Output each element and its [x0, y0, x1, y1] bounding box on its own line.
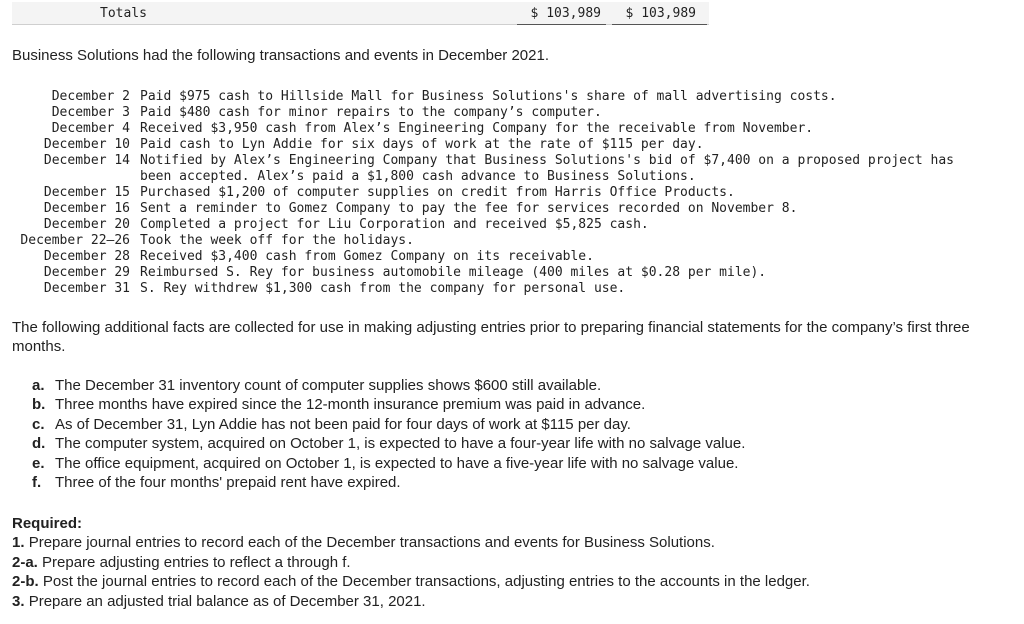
transaction-row: [0, 185, 1024, 201]
required-number: 2-a.: [12, 553, 38, 571]
required-item: [12, 572, 810, 591]
adjustment-letter: c.: [32, 415, 45, 433]
adjustment-item: [32, 473, 745, 492]
adjustment-item: [32, 415, 745, 434]
transaction-row: [0, 89, 1024, 105]
required-item: [12, 553, 810, 572]
adjustment-letter: d.: [32, 435, 46, 453]
adjustment-letter: b.: [32, 396, 46, 414]
totals-underline-debit: [517, 24, 606, 25]
required-heading: Required:: [12, 515, 83, 532]
required-number: 2-b.: [12, 573, 39, 591]
transaction-text: Took the week off for the holidays.: [140, 233, 414, 248]
transaction-row: [0, 281, 1024, 297]
transaction-text: Sent a reminder to Gomez Company to pay the fee for services recorded on November 8.: [140, 201, 798, 216]
required-number: 1.: [12, 534, 25, 552]
transaction-text: Received $3,950 cash from Alex’s Engineering Company for the receivable from November.: [140, 121, 814, 136]
transaction-date: December 29: [43, 265, 130, 280]
transaction-date: December 16: [43, 201, 130, 216]
transaction-text: Paid $480 cash for minor repairs to the company’s computer.: [140, 105, 602, 120]
required-text: Prepare journal entries to record each of the December transactions and events for Business Solutions.: [28, 534, 715, 552]
adjustment-letter: f.: [32, 474, 42, 492]
required-item: [12, 533, 810, 552]
required-text: Prepare an adjusted trial balance as of December 31, 2021.: [28, 592, 426, 610]
transaction-row-continued: [0, 169, 1024, 185]
transaction-list: [0, 89, 1024, 297]
transaction-text: Paid $975 cash to Hillside Mall for Business Solutions's share of mall advertising costs.: [140, 89, 837, 104]
transaction-text: Reimbursed S. Rey for business automobile mileage (400 miles at $0.28 per mile).: [140, 265, 767, 280]
totals-row: [0, 0, 1024, 30]
transaction-date: December 31: [43, 281, 130, 296]
adjustment-list: [32, 376, 745, 492]
adjusting-facts-intro: The following additional facts are collected for use in making adjusting entries prior to preparing financial statements for the company’s first three months.: [12, 319, 970, 355]
intro-paragraph: Business Solutions had the following transactions and events in December 2021.: [12, 47, 549, 64]
transaction-text: Purchased $1,200 of computer supplies on credit from Harris Office Products.: [140, 185, 735, 200]
transaction-row: [0, 105, 1024, 121]
adjustment-item: [32, 434, 745, 453]
totals-label: Totals: [100, 6, 147, 21]
transaction-row: [0, 265, 1024, 281]
required-number: 3.: [12, 592, 25, 610]
transaction-row: [0, 201, 1024, 217]
transaction-text: Paid cash to Lyn Addie for six days of work at the rate of $115 per day.: [140, 137, 704, 152]
adjustment-item: [32, 454, 745, 473]
transaction-date: December 22–26: [20, 233, 130, 248]
adjustment-letter: e.: [32, 454, 45, 472]
required-item: [12, 592, 810, 611]
adjustment-text: Three months have expired since the 12-month insurance premium was paid in advance.: [55, 396, 646, 414]
transaction-date: December 4: [51, 121, 130, 136]
transaction-row: [0, 153, 1024, 169]
adjustment-text: The computer system, acquired on October 1, is expected to have a four-year life with no salvage value.: [55, 435, 746, 453]
adjustment-text: Three of the four months' prepaid rent have expired.: [55, 474, 401, 492]
transaction-text: Completed a project for Liu Corporation and received $5,825 cash.: [140, 217, 649, 232]
transaction-row: [0, 249, 1024, 265]
transaction-text: been accepted. Alex’s paid a $1,800 cash advance to Business Solutions.: [140, 169, 696, 184]
adjustment-text: As of December 31, Lyn Addie has not been paid for four days of work at $115 per day.: [55, 415, 631, 433]
transaction-date: December 15: [43, 185, 130, 200]
transaction-date: December 20: [43, 217, 130, 232]
transaction-row: [0, 121, 1024, 137]
transaction-row: [0, 233, 1024, 249]
transaction-row: [0, 217, 1024, 233]
required-section: [12, 514, 810, 611]
totals-credit: $ 103,989: [625, 6, 696, 21]
totals-debit: $ 103,989: [530, 6, 601, 21]
transaction-date: December 2: [51, 89, 130, 104]
adjustment-item: [32, 395, 745, 414]
adjustment-text: The December 31 inventory count of computer supplies shows $600 still available.: [55, 377, 602, 394]
transaction-date: December 10: [43, 137, 130, 152]
totals-underline-credit: [612, 24, 707, 25]
transaction-text: S. Rey withdrew $1,300 cash from the company for personal use.: [140, 281, 626, 296]
adjustment-text: The office equipment, acquired on October 1, is expected to have a five-year life with no salvage value.: [55, 454, 739, 472]
transaction-date: December 28: [43, 249, 130, 264]
required-text: Prepare adjusting entries to reflect a through f.: [42, 553, 351, 571]
transaction-text: Notified by Alex’s Engineering Company that Business Solutions's bid of $7,400 on a proposed project has: [140, 153, 954, 168]
required-text: Post the journal entries to record each of the December transactions, adjusting entries to the accounts in the ledger.: [42, 573, 810, 591]
transaction-date: December 14: [43, 153, 130, 168]
adjustment-letter: a.: [32, 377, 45, 394]
transaction-date: December 3: [51, 105, 130, 120]
transaction-text: Received $3,400 cash from Gomez Company on its receivable.: [140, 249, 594, 264]
transaction-row: [0, 137, 1024, 153]
adjustment-item: [32, 376, 745, 395]
